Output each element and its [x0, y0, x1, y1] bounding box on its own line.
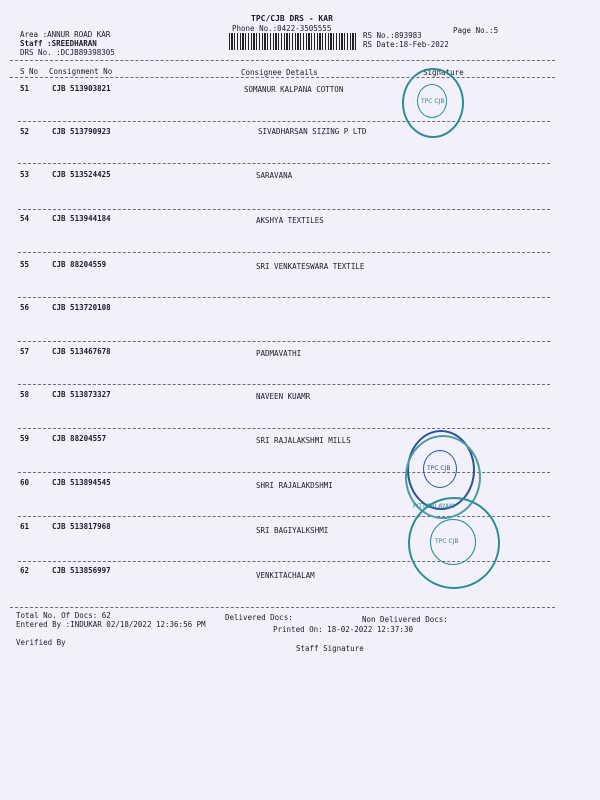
row-sno: 51: [20, 84, 30, 93]
row-consignment: CJB 513467678: [52, 347, 111, 356]
row-sno: 62: [20, 566, 30, 575]
row-divider: [18, 163, 550, 164]
row-consignee: AKSHYA TEXTILES: [256, 216, 324, 225]
verified-by: Verified By: [16, 638, 66, 647]
column-header-divider: [10, 77, 555, 78]
row-consignee: NAVEEN KUAMR: [256, 392, 311, 401]
row-consignee: SOMANUR KALPANA COTTON: [244, 85, 344, 94]
total-docs: Total No. Of Docs: 62: [16, 611, 111, 620]
row-divider: [18, 297, 550, 298]
row-sno: 59: [20, 434, 30, 443]
staff-signature: Staff Signature: [296, 644, 364, 653]
stamp-label: PITTIPALAYAM: [413, 503, 455, 510]
row-sno: 58: [20, 390, 30, 399]
document-title: TPC/CJB DRS - KAR: [251, 14, 333, 23]
row-consignee: VENKITACHALAM: [256, 571, 315, 580]
row-sno: 57: [20, 347, 30, 356]
col-header-consignment: Consignment No: [49, 67, 113, 76]
stamp-label: TPC CJB: [421, 98, 445, 105]
row-divider: [18, 209, 550, 210]
area-label: Area :ANNUR ROAD KAR: [20, 30, 111, 39]
row-divider: [18, 428, 550, 429]
staff-label: Staff :SREEDHARAN: [20, 39, 97, 48]
row-divider: [18, 384, 550, 385]
delivery-stamp-4: [408, 497, 500, 589]
stamp-label: TPC CJB: [427, 465, 451, 472]
delivery-stamp-1: [402, 68, 464, 138]
row-sno: 53: [20, 170, 30, 179]
table-bottom-divider: [10, 607, 555, 608]
row-consignee: SRI RAJALAKSHMI MILLS: [256, 436, 351, 445]
row-consignee: SRI BAGIYALKSHMI: [256, 526, 329, 535]
phone-number: Phone No.:0422-3505555: [232, 24, 332, 33]
col-header-signature: Signature: [423, 68, 464, 77]
row-consignee: SIVADHARSAN SIZING P LTD: [258, 127, 367, 136]
row-consignment: CJB 513790923: [52, 127, 111, 136]
row-consignee: SRI VENKATESWARA TEXTILE: [256, 262, 365, 271]
row-sno: 56: [20, 303, 30, 312]
row-consignee: PADMAVATHI: [256, 349, 302, 358]
printed-on: Printed On: 18-02-2022 12:37:30: [273, 625, 413, 634]
row-consignment: CJB 88204559: [52, 260, 107, 269]
row-sno: 61: [20, 522, 30, 531]
row-consignee: SHRI RAJALAKDSHMI: [256, 481, 333, 490]
row-consignment: CJB 513873327: [52, 390, 111, 399]
stamp-label: TPC CJB: [435, 538, 459, 545]
row-consignment: CJB 513856997: [52, 566, 111, 575]
col-header-sno: S No: [20, 67, 39, 76]
row-consignee: SARAVANA: [256, 171, 293, 180]
row-consignment: CJB 513894545: [52, 478, 111, 487]
row-divider: [18, 341, 550, 342]
row-divider: [18, 121, 550, 122]
page-number: Page No.:5: [453, 26, 499, 35]
non-delivered-docs: Non Delivered Docs:: [362, 615, 448, 624]
header-divider: [10, 60, 555, 61]
row-consignment: CJB 513944184: [52, 214, 111, 223]
row-sno: 52: [20, 127, 30, 136]
drs-number: DRS No. :DCJB89398305: [20, 48, 115, 57]
row-sno: 54: [20, 214, 30, 223]
row-consignment: CJB 513524425: [52, 170, 111, 179]
row-sno: 55: [20, 260, 30, 269]
row-consignment: CJB 88204557: [52, 434, 107, 443]
rs-number: RS No.:893983: [363, 31, 422, 40]
row-sno: 60: [20, 478, 30, 487]
row-divider: [18, 252, 550, 253]
col-header-consignee: Consignee Details: [241, 68, 318, 77]
row-consignment: CJB 513903821: [52, 84, 111, 93]
row-consignment: CJB 513720108: [52, 303, 111, 312]
entered-by: Entered By :INDUKAR 02/18/2022 12:36:56 PM: [16, 620, 206, 629]
row-consignment: CJB 513817968: [52, 522, 111, 531]
rs-date: RS Date:18-Feb-2022: [363, 40, 449, 49]
delivered-docs: Delivered Docs:: [225, 613, 293, 622]
barcode: [229, 33, 356, 50]
